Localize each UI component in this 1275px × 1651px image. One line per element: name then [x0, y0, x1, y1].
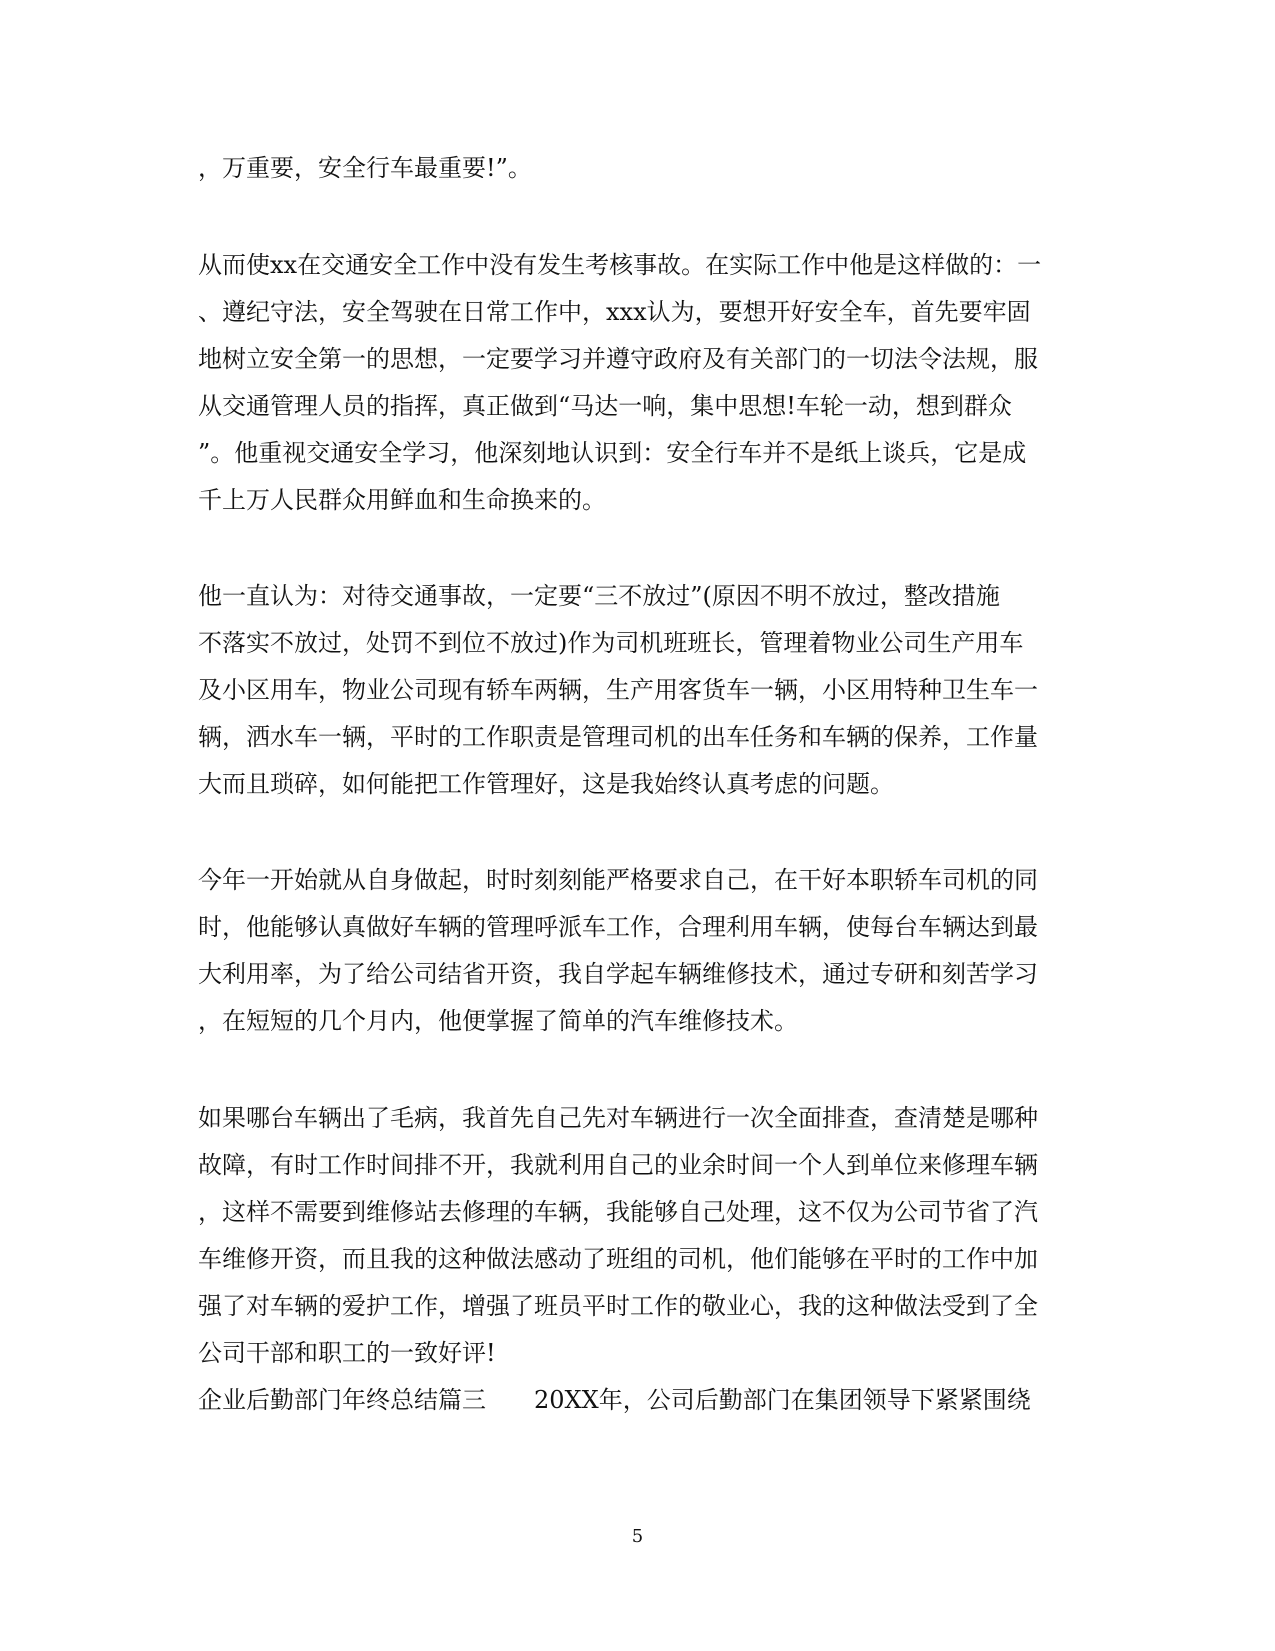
- text-line: 地树立安全第一的思想，一定要学习并遵守政府及有关部门的一切法令法规，服: [198, 345, 1038, 373]
- text-line: 故障，有时工作时间排不开，我就利用自己的业余时间一个人到单位来修理车辆: [198, 1151, 1038, 1179]
- text-line: 从交通管理人员的指挥，真正做到“马达一响，集中思想!车轮一动，想到群众: [198, 392, 1012, 420]
- text-line: 、遵纪守法，安全驾驶在日常工作中，xxx认为，要想开好安全车，首先要牢固: [198, 298, 1031, 326]
- text-line: 如果哪台车辆出了毛病，我首先自己先对车辆进行一次全面排查，查清楚是哪种: [198, 1104, 1038, 1132]
- page-number: 5: [631, 1526, 644, 1547]
- text-line: ，这样不需要到维修站去修理的车辆，我能够自己处理，这不仅为公司节省了汽: [198, 1198, 1038, 1226]
- text-line: 他一直认为：对待交通事故，一定要“三不放过”(原因不明不放过，整改措施: [198, 582, 1000, 610]
- text-line: ，万重要，安全行车最重要!”。: [198, 154, 532, 182]
- text-line: ，在短短的几个月内，他便掌握了简单的汽车维修技术。: [198, 1007, 798, 1035]
- text-line: 从而使xx在交通安全工作中没有发生考核事故。在实际工作中他是这样做的：一: [198, 251, 1042, 279]
- text-line: 今年一开始就从自身做起，时时刻刻能严格要求自己，在干好本职轿车司机的同: [198, 866, 1038, 894]
- text-line: 辆，洒水车一辆，平时的工作职责是管理司机的出车任务和车辆的保养，工作量: [198, 723, 1038, 751]
- text-line: 时，他能够认真做好车辆的管理呼派车工作，合理利用车辆，使每台车辆达到最: [198, 913, 1038, 941]
- text-line: 强了对车辆的爱护工作，增强了班员平时工作的敬业心，我的这种做法受到了全: [198, 1292, 1038, 1320]
- text-line: ”。他重视交通安全学习，他深刻地认识到：安全行车并不是纸上谈兵，它是成: [198, 439, 1027, 467]
- section-heading-line: 企业后勤部门年终总结篇三 20XX年，公司后勤部门在集团领导下紧紧围绕: [198, 1386, 1031, 1414]
- text-line: 大而且琐碎，如何能把工作管理好，这是我始终认真考虑的问题。: [198, 770, 894, 798]
- text-line: 不落实不放过，处罚不到位不放过)作为司机班班长，管理着物业公司生产用车: [198, 629, 1024, 657]
- text-line: 大利用率，为了给公司结省开资，我自学起车辆维修技术，通过专研和刻苦学习: [198, 960, 1038, 988]
- text-line: 千上万人民群众用鲜血和生命换来的。: [198, 486, 606, 514]
- text-line: 及小区用车，物业公司现有轿车两辆，生产用客货车一辆，小区用特种卫生车一: [198, 676, 1038, 704]
- text-line: 车维修开资，而且我的这种做法感动了班组的司机，他们能够在平时的工作中加: [198, 1245, 1038, 1273]
- text-line: 公司干部和职工的一致好评!: [198, 1339, 496, 1367]
